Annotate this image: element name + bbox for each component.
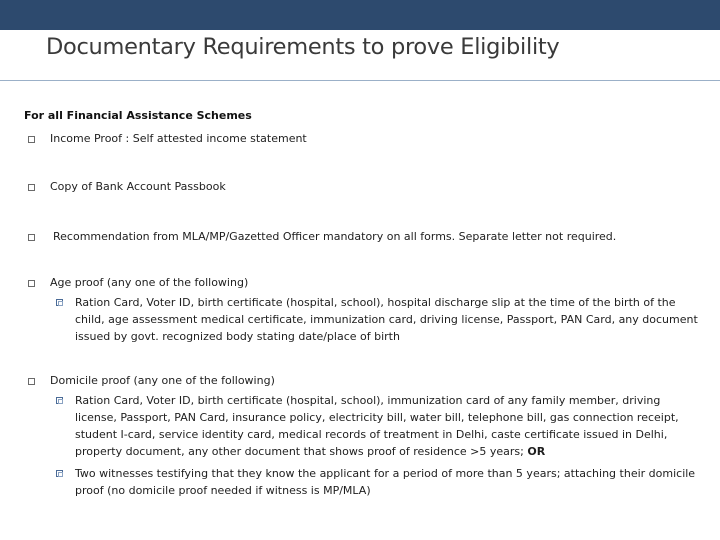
bullet-income-proof: Income Proof : Self attested income statement [50,132,307,145]
bullet-square-icon [28,184,35,191]
domicile-witness-option: Two witnesses testifying that they know the applicant for a period of more than 5 years; attaching their domicile proof (no domicile proof needed if witness is MP/MLA) [75,467,696,497]
title-divider [0,80,720,81]
sub-bullet-icon [56,299,63,306]
bullet-square-icon [28,136,35,143]
bullet-domicile-proof: Domicile proof (any one of the following) [50,374,275,387]
bullet-recommendation: Recommendation from MLA/MP/Gazetted Officer mandatory on all forms. Separate letter not required. [53,230,617,243]
bullet-age-proof: Age proof (any one of the following) [50,276,249,289]
bullet-square-icon [28,378,35,385]
bullet-square-icon [28,280,35,287]
or-label: OR [527,445,546,458]
sub-bullet-icon [56,397,63,404]
sub-bullet-icon [56,470,63,477]
section-subheading: For all Financial Assistance Schemes [24,109,252,122]
top-banner [0,0,720,30]
domicile-proof-documents: Ration Card, Voter ID, birth certificate (hospital, school), immunization card of any family member, driving license, Passport, PAN Card, insurance policy, electricity bill, water bill, telephone bill, gas connection receipt, student I-card, service identity card, medical records of treatment in Delhi, caste certificate issued in Delhi, property document, any other document that shows proof of residence >5 years; OR [75,394,679,458]
age-proof-documents: Ration Card, Voter ID, birth certificate (hospital, school), hospital discharge slip at the time of the birth of the child, age assessment medical certificate, immunization card, driving license, Passport, PAN Card, any document issued by govt. recognized body stating date/place of birth [75,296,698,343]
bullet-square-icon [28,234,35,241]
slide-title: Documentary Requirements to prove Eligibility [46,34,560,60]
bullet-bank-passbook: Copy of Bank Account Passbook [50,180,226,193]
